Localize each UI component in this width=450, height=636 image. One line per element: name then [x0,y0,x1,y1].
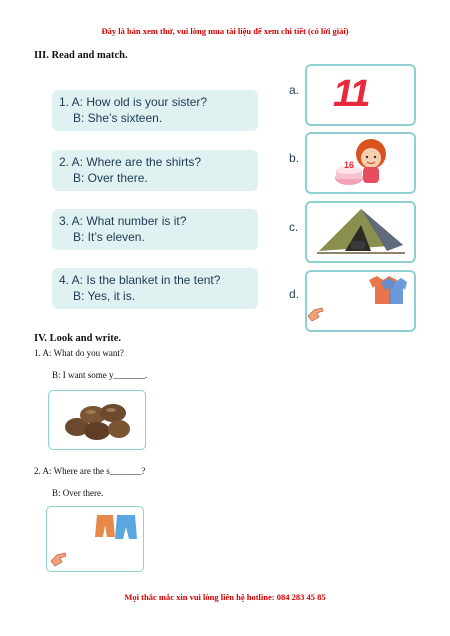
answer-box-b [305,132,416,194]
yams-picture-box [48,390,146,450]
shorts-picture-box [46,506,144,572]
question-2-line-b: B: Over there. [73,171,148,185]
answer-box-a [305,64,416,126]
section-3-title: III. Read and match. [34,50,128,61]
question-box-1 [52,90,258,131]
header-banner: Đây là bản xem thử, vui lòng mua tài liệu để xem chi tiết (có lời giải) [101,26,349,36]
pointing-hand-icon [306,304,326,324]
shirts-hanging-picture [365,274,409,306]
tent-with-blanket-picture [315,205,407,259]
section-4-title: IV. Look and write. [34,333,122,344]
question-4-line-a: 4. A: Is the blanket in the tent? [59,273,221,287]
question-box-3 [52,209,258,250]
item-1-question: 1. A: What do you want? [34,348,124,358]
question-4-line-b: B: Yes, it is. [73,289,136,303]
yams-picture [63,397,133,443]
question-box-4 [52,268,258,309]
item-1-answer: B: I want some y_______. [52,370,148,380]
question-3-line-b: B: It’s eleven. [73,230,145,244]
shorts-picture [95,511,139,541]
question-2-line-a: 2. A: Where are the shirts? [59,155,202,169]
answer-letter-c: c. [289,220,299,234]
question-3-line-a: 3. A: What number is it? [59,214,187,228]
answer-letter-d: d. [289,287,300,301]
answer-box-c [305,201,416,263]
question-box-2 [52,150,258,191]
question-1-line-a: 1. A: How old is your sister? [59,95,208,109]
footer-banner: Mọi thắc mắc xin vui lòng liên hệ hotline: 084 283 45 85 [124,592,326,602]
answer-letter-b: b. [289,151,300,165]
question-1-line-b: B: She’s sixteen. [73,111,163,125]
item-2-answer: B: Over there. [52,488,104,498]
cake-number: 16 [344,160,355,170]
item-2-question: 2. A: Where are the s_______? [34,466,146,476]
girl-with-birthday-cake-picture [327,136,397,190]
answer-letter-a: a. [289,83,300,97]
pointing-hand-icon [49,551,69,569]
number-eleven-picture: 11 [333,73,369,115]
